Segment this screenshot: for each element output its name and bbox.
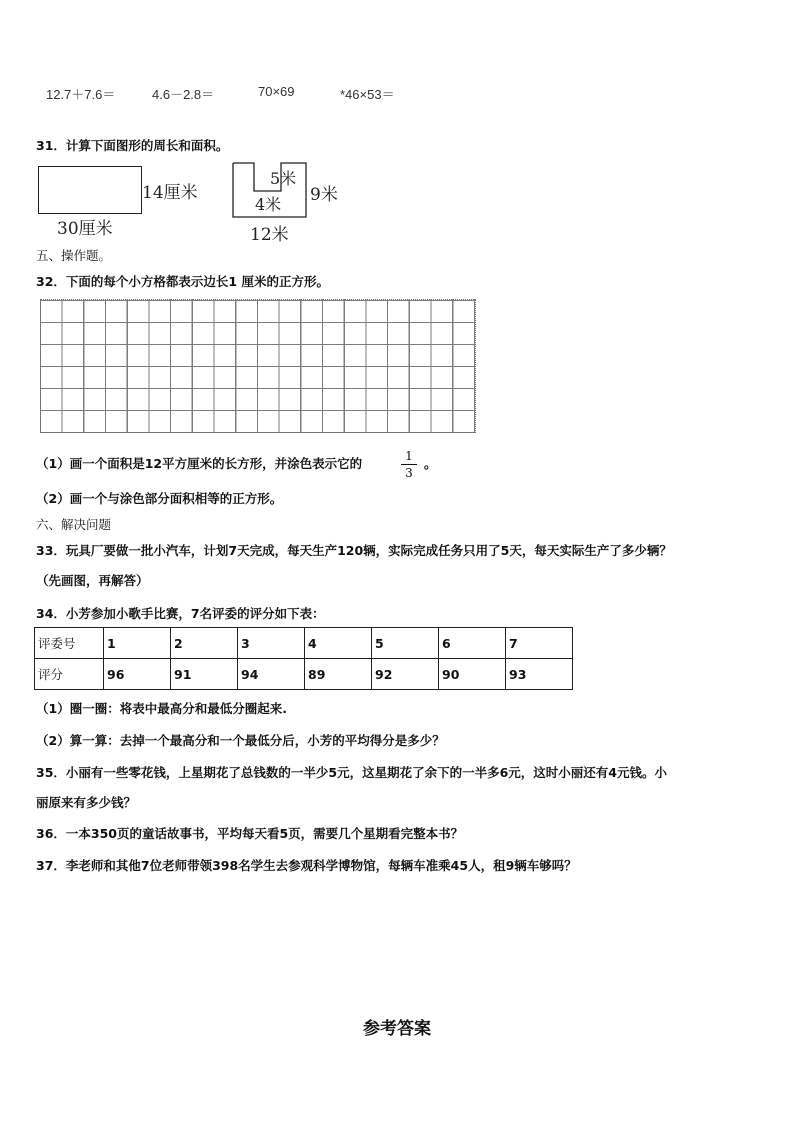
calc-item-1: 12.7＋7.6＝ bbox=[46, 87, 116, 102]
rectangle-figure bbox=[38, 166, 142, 214]
question-32-part-1: （1）画一个面积是12平方厘米的长方形，并涂色表示它的 bbox=[36, 456, 363, 471]
table-cell: 评分 bbox=[35, 659, 104, 690]
question-34: 34．小芳参加小歌手比赛，7名评委的评分如下表： bbox=[36, 606, 325, 621]
table-cell: 1 bbox=[104, 628, 171, 659]
table-cell: 94 bbox=[238, 659, 305, 690]
shape-width-label: 12米 bbox=[250, 225, 289, 245]
shape-mid-label: 4米 bbox=[255, 195, 282, 214]
table-cell: 90 bbox=[439, 659, 506, 690]
calc-item-2: 4.6－2.8＝ bbox=[152, 87, 215, 102]
table-cell: 89 bbox=[305, 659, 372, 690]
section-6-heading: 六、解决问题 bbox=[36, 517, 112, 532]
table-row bbox=[35, 628, 573, 659]
question-34-part-1: （1）圈一圈：将表中最高分和最低分圈起来. bbox=[36, 701, 287, 716]
question-33-note: （先画图，再解答） bbox=[36, 573, 149, 588]
table-cell: 评委号 bbox=[35, 628, 104, 659]
question-34-part-2: （2）算一算：去掉一个最高分和一个最低分后，小芳的平均得分是多少？ bbox=[36, 733, 445, 748]
table-cell: 4 bbox=[305, 628, 372, 659]
table-cell: 96 bbox=[104, 659, 171, 690]
question-31: 31．计算下面图形的周长和面积。 bbox=[36, 138, 229, 153]
question-36: 36．一本350页的童话故事书，平均每天看5页，需要几个星期看完整本书？ bbox=[36, 826, 464, 841]
calc-item-4: *46×53＝ bbox=[340, 87, 395, 102]
question-32-part-1-end: 。 bbox=[424, 456, 437, 471]
table-cell: 2 bbox=[171, 628, 238, 659]
calc-item-3: 70×69 bbox=[258, 84, 295, 99]
table-cell: 93 bbox=[506, 659, 573, 690]
answer-section-title: 参考答案 bbox=[363, 1019, 431, 1039]
question-32: 32．下面的每个小方格都表示边长1 厘米的正方形。 bbox=[36, 274, 329, 289]
table-cell: 92 bbox=[372, 659, 439, 690]
fraction-denominator: 3 bbox=[405, 466, 413, 480]
question-35-line-2: 丽原来有多少钱？ bbox=[36, 795, 137, 810]
question-37: 37．李老师和其他7位老师带领398名学生去参观科学博物馆，每辆车准乘45人，租9辆车够吗？ bbox=[36, 858, 577, 873]
rect-height-label: 14厘米 bbox=[142, 183, 198, 203]
table-cell: 6 bbox=[439, 628, 506, 659]
question-35-line-1: 35．小丽有一些零花钱，上星期花了总钱数的一半少5元，这星期花了余下的一半多6元，这时小丽还有4元钱。小 bbox=[36, 765, 667, 780]
fraction-numerator: 1 bbox=[405, 449, 413, 463]
table-cell: 91 bbox=[171, 659, 238, 690]
fraction-one-third bbox=[401, 449, 417, 480]
section-5-heading: 五、操作题。 bbox=[36, 248, 112, 263]
table-cell: 3 bbox=[238, 628, 305, 659]
shape-top-label: 5米 bbox=[270, 169, 297, 188]
table-cell: 5 bbox=[372, 628, 439, 659]
question-33: 33．玩具厂要做一批小汽车，计划7天完成，每天生产120辆，实际完成任务只用了5天，每天实际生产了多少辆？ bbox=[36, 543, 672, 558]
rect-width-label: 30厘米 bbox=[57, 219, 113, 239]
question-32-part-2: （2）画一个与涂色部分面积相等的正方形。 bbox=[36, 491, 283, 506]
square-grid bbox=[40, 299, 476, 433]
table-cell: 7 bbox=[506, 628, 573, 659]
shape-height-label: 9米 bbox=[310, 185, 338, 205]
score-table bbox=[34, 627, 573, 690]
table-row bbox=[35, 659, 573, 690]
